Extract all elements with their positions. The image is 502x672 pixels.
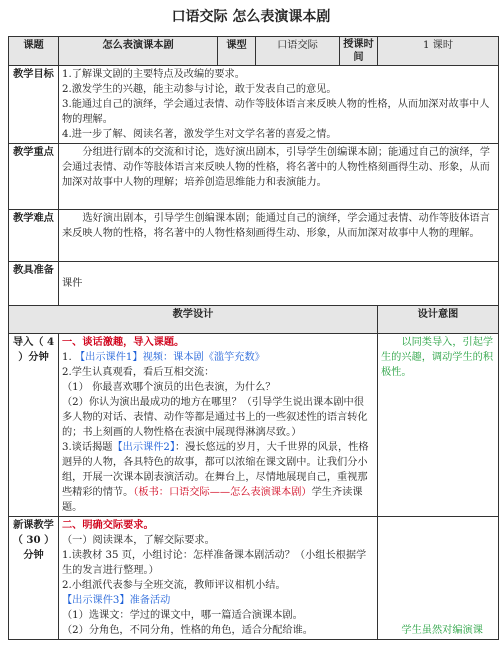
new-lesson-label: 新课教学（ 30 ）分钟 xyxy=(9,517,59,640)
section-header-row xyxy=(9,306,499,334)
intro-line-5 xyxy=(62,440,374,515)
intro-intent: 以同类导入，引起学生的兴趣，调动学生的积极性。 xyxy=(378,334,499,517)
intent-header: 设计意图 xyxy=(378,306,499,334)
intro-content xyxy=(59,334,378,517)
intro-row xyxy=(9,334,499,517)
tools-label: 教具准备 xyxy=(9,262,59,306)
header-row xyxy=(9,37,499,66)
courseware-1-tag: 【出示课件1】视频：课本剧《滥竽充数》 xyxy=(74,352,265,363)
new-lesson-row xyxy=(9,517,499,640)
board-note: （板书：口语交际——怎么表演课本剧） xyxy=(133,487,312,498)
new-lesson-line-2: 1.读教材 35 页，小组讨论：怎样准备课本剧活动？（小组长根据学生的发言进行整理。） xyxy=(62,550,367,576)
new-lesson-line-1: （一）阅读课本，了解交际要求。 xyxy=(62,535,215,546)
intro-label: 导入（ 4 ）分钟 xyxy=(9,334,59,517)
key-points-row xyxy=(9,144,499,210)
new-lesson-content xyxy=(59,517,378,640)
new-lesson-line-5: （1）选课文：学过的课文中，哪一篇适合演课本剧。 xyxy=(62,610,303,621)
page-title: 口语交际 怎么表演课本剧 xyxy=(171,9,331,25)
goal-item: 1.了解课文剧的主要特点及改编的要求。 xyxy=(62,69,245,80)
courseware-3-tag: 【出示课件3】准备活动 xyxy=(62,595,171,606)
difficult-points-row xyxy=(9,210,499,262)
topic-value: 怎么表演课本剧 xyxy=(59,37,218,66)
goal-item: 3.能通过自己的演绎，学会通过表情、动作等肢体语言来反映人物的性格，从而加深对故事中人物的理解。 xyxy=(62,99,490,125)
topic-label: 课题 xyxy=(9,37,59,66)
type-label: 课型 xyxy=(218,37,256,66)
new-lesson-line-6: （2）分角色，不同分角，性格的角色，适合分配给谁。 xyxy=(62,625,313,636)
type-value: 口语交际 xyxy=(256,37,340,66)
courseware-2-tag: 【出示课件2】 xyxy=(112,442,175,453)
difficult-points-content: 选好演出剧本，引导学生创编课本剧；能通过自己的演绎，学会通过表情、动作等肢体语言来反映人物的性格，将名著中的人物性格刻画得生动、形象，从而加深对故事中人物的理解。 xyxy=(59,210,499,262)
intro-line-4: （2）你认为演出最成功的地方在哪里？（引导学生说出课本剧中很多人物的对话、表情、动作等都是通过书上的一些叙述性的语言转化的；书上刻画的人物性格在表演中展现得淋漓尽致。） xyxy=(62,397,368,438)
tools-content: 课件 xyxy=(59,262,499,306)
goals-content xyxy=(59,66,499,144)
goal-item: 2.激发学生的兴趣，能主动参与讨论，敢于发表自己的意见。 xyxy=(62,84,337,95)
key-points-content: 分组进行剧本的交流和讨论，选好演出剧本，引导学生创编课本剧；能通过自己的演绎，学会通过表情、动作等肢体语言来反映人物的性格，将名著中的人物性格刻画得生动、形象，从而加深对故事中人物的理解；培养创造思维能力和表演能力。 xyxy=(59,144,499,210)
goals-row xyxy=(9,66,499,144)
new-lesson-heading: 二、明确交际要求。 xyxy=(62,519,154,531)
lesson-plan-table xyxy=(8,36,499,640)
intro-line-5-end: 学生齐读课题。 xyxy=(62,487,363,513)
time-value: 1 课时 xyxy=(378,37,499,66)
difficult-points-label: 教学难点 xyxy=(9,210,59,262)
tools-row xyxy=(9,262,499,306)
intro-line-3: （1） 你最喜欢哪个演员的出色表演，为什么？ xyxy=(62,382,276,393)
intro-line-5-pre: 3.谈话揭题 xyxy=(62,442,113,453)
intro-line-5-post: ：漫长悠远的岁月，大千世界的风景，性格迥异的人物，各具特色的故事，都可以浓缩在课文剧中。让我们分小组，开展一次课本剧表演活动。在舞台上，尽情地展现自己，重视那些精彩的情节。 xyxy=(62,442,369,498)
goal-item: 4.进一步了解、阅读名著，激发学生对文学名著的喜爱之情。 xyxy=(62,129,337,140)
time-label: 授课时间 xyxy=(340,37,378,66)
new-lesson-line-3: 2.小组派代表参与全班交流，教师评议相机小结。 xyxy=(62,580,286,591)
goals-label: 教学目标 xyxy=(9,66,59,144)
new-lesson-intent: 学生虽然对编演课 xyxy=(378,517,499,640)
intro-line-1-num: 1. xyxy=(62,352,75,363)
design-header: 教学设计 xyxy=(9,306,378,334)
intro-heading: 一、谈话激趣，导入课题。 xyxy=(62,336,185,348)
key-points-label: 教学重点 xyxy=(9,144,59,210)
intro-line-1 xyxy=(62,350,374,365)
intro-line-2: 2.学生认真观看，看后互相交流： xyxy=(62,367,215,378)
